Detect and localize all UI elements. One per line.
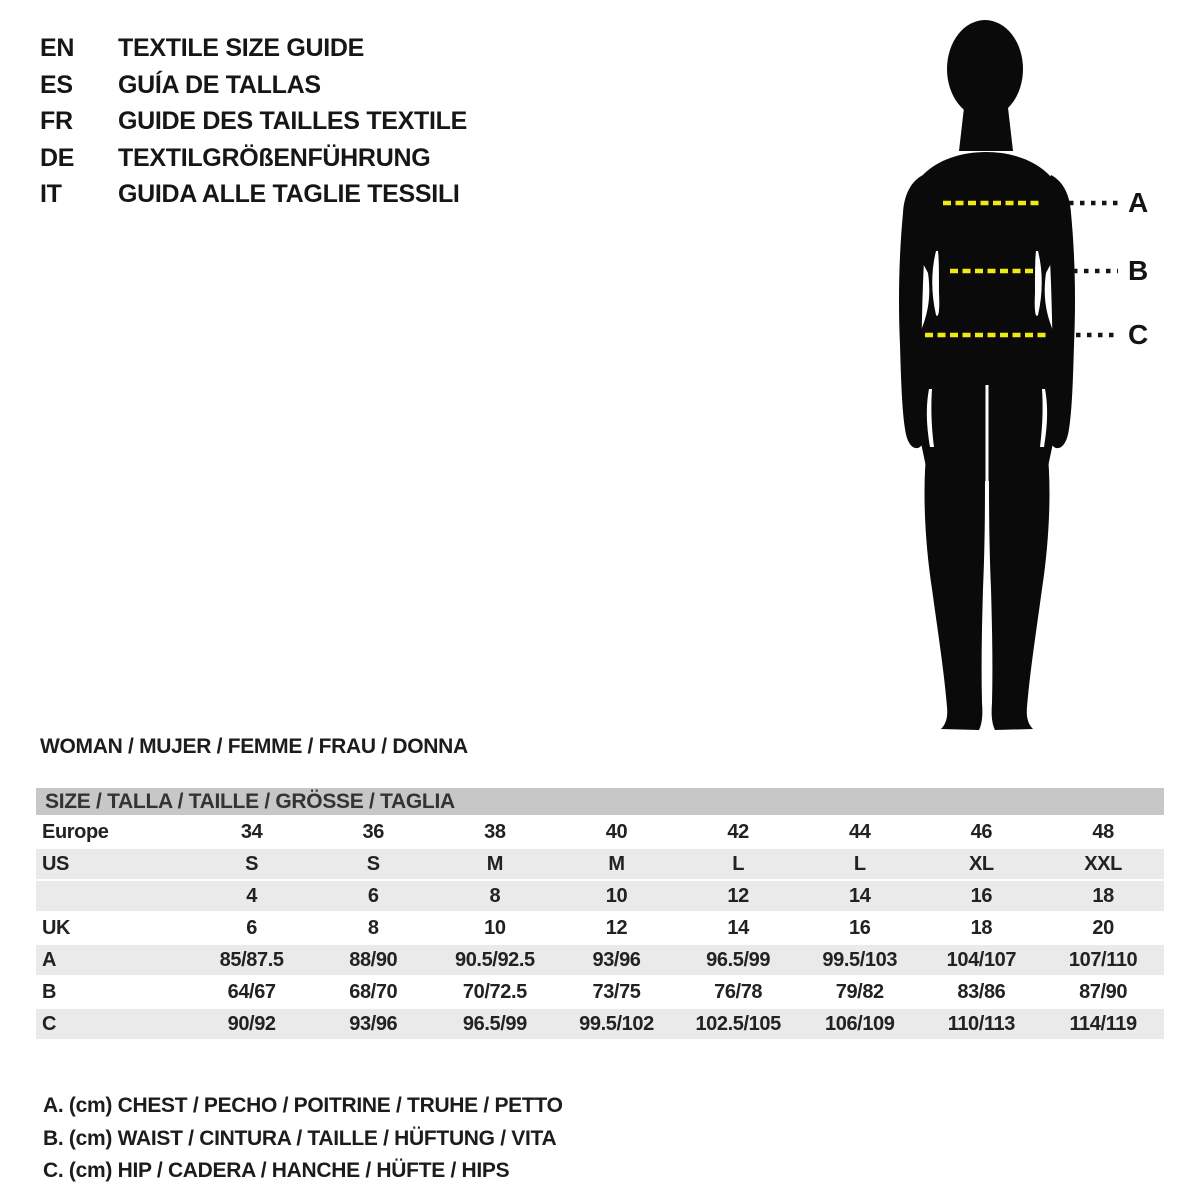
size-value: 99.5/103 <box>799 945 921 977</box>
language-code: EN <box>40 34 75 62</box>
size-value: 107/110 <box>1042 945 1164 977</box>
measurement-legend <box>43 1090 563 1188</box>
size-value: 76/78 <box>677 977 799 1009</box>
size-value: 48 <box>1042 817 1164 849</box>
measure-label-a: A <box>1128 187 1149 218</box>
size-value: 12 <box>556 913 678 945</box>
size-value: S <box>312 849 434 881</box>
language-list <box>40 30 467 213</box>
measure-label-c: C <box>1128 319 1149 350</box>
legend-hip: C. (cm) HIP / CADERA / HANCHE / HÜFTE / HIPS <box>43 1159 510 1182</box>
size-value: XXL <box>1042 849 1164 881</box>
language-code: IT <box>40 180 62 208</box>
size-value: 6 <box>191 913 313 945</box>
leader-lines <box>1069 203 1118 335</box>
row-label: UK <box>36 913 191 945</box>
table-row-chest <box>36 945 1164 977</box>
size-value: L <box>677 849 799 881</box>
size-value: 85/87.5 <box>191 945 313 977</box>
size-value: 90.5/92.5 <box>434 945 556 977</box>
language-title: GUIDA ALLE TAGLIE TESSILI <box>118 180 460 208</box>
size-value: 93/96 <box>312 1009 434 1041</box>
size-value: 114/119 <box>1042 1009 1164 1041</box>
language-row-fr <box>40 103 467 140</box>
row-label: US <box>36 849 191 881</box>
size-value: 102.5/105 <box>677 1009 799 1041</box>
woman-silhouette-icon <box>899 20 1075 730</box>
language-code: DE <box>40 143 75 172</box>
size-value: 16 <box>799 913 921 945</box>
size-value: 70/72.5 <box>434 977 556 1009</box>
row-label <box>36 881 191 913</box>
size-value: 18 <box>921 913 1043 945</box>
row-label: C <box>36 1009 191 1041</box>
size-value: 88/90 <box>312 945 434 977</box>
size-value: M <box>556 849 678 881</box>
language-title: TEXTILGRÖßENFÜHRUNG <box>118 143 431 172</box>
size-value: 8 <box>312 913 434 945</box>
size-value: 36 <box>312 817 434 849</box>
size-value: 42 <box>677 817 799 849</box>
size-value: 104/107 <box>921 945 1043 977</box>
size-value: 16 <box>921 881 1043 913</box>
language-code: FR <box>40 107 73 135</box>
size-value: 10 <box>556 881 678 913</box>
section-heading-woman: WOMAN / MUJER / FEMME / FRAU / DONNA <box>40 735 468 758</box>
language-title: TEXTILE SIZE GUIDE <box>118 34 365 62</box>
language-row-es <box>40 67 467 104</box>
size-value: M <box>434 849 556 881</box>
table-row-europe <box>36 817 1164 849</box>
size-value: 20 <box>1042 913 1164 945</box>
size-table-header: SIZE / TALLA / TAILLE / GRÖSSE / TAGLIA <box>36 788 1164 817</box>
size-value: 6 <box>312 881 434 913</box>
legend-chest: A. (cm) CHEST / PECHO / POITRINE / TRUHE / PETTO <box>43 1094 563 1117</box>
size-value: 90/92 <box>191 1009 313 1041</box>
table-row-us-numeric <box>36 881 1164 913</box>
table-row-hip <box>36 1009 1164 1041</box>
size-value: 96.5/99 <box>434 1009 556 1041</box>
legend-waist: B. (cm) WAIST / CINTURA / TAILLE / HÜFTUNG / VITA <box>43 1126 557 1150</box>
size-value: 46 <box>921 817 1043 849</box>
row-label: Europe <box>36 817 191 849</box>
measure-label-b: B <box>1128 255 1149 286</box>
language-row-it <box>40 176 467 213</box>
language-title: GUIDE DES TAILLES TEXTILE <box>118 107 468 135</box>
size-value: 83/86 <box>921 977 1043 1009</box>
size-value: 4 <box>191 881 313 913</box>
size-value: XL <box>921 849 1043 881</box>
language-title: GUÍA DE TALLAS <box>118 70 321 99</box>
table-row-us <box>36 849 1164 881</box>
size-value: 106/109 <box>799 1009 921 1041</box>
size-table-header-row <box>36 788 1164 817</box>
size-value: 34 <box>191 817 313 849</box>
language-code: ES <box>40 70 73 99</box>
size-value: 99.5/102 <box>556 1009 678 1041</box>
size-value: 40 <box>556 817 678 849</box>
size-value: 10 <box>434 913 556 945</box>
size-value: 73/75 <box>556 977 678 1009</box>
table-row-waist <box>36 977 1164 1009</box>
size-value: 18 <box>1042 881 1164 913</box>
size-value: S <box>191 849 313 881</box>
size-value: 87/90 <box>1042 977 1164 1009</box>
size-value: L <box>799 849 921 881</box>
size-value: 64/67 <box>191 977 313 1009</box>
size-value: 110/113 <box>921 1009 1043 1041</box>
size-value: 14 <box>677 913 799 945</box>
woman-figure <box>885 15 1165 735</box>
size-value: 8 <box>434 881 556 913</box>
size-value: 38 <box>434 817 556 849</box>
row-label: B <box>36 977 191 1009</box>
language-row-de <box>40 140 467 177</box>
size-value: 96.5/99 <box>677 945 799 977</box>
size-value: 79/82 <box>799 977 921 1009</box>
language-row-en <box>40 30 467 67</box>
size-table <box>36 788 1164 1041</box>
size-value: 68/70 <box>312 977 434 1009</box>
size-value: 44 <box>799 817 921 849</box>
table-row-uk <box>36 913 1164 945</box>
size-value: 12 <box>677 881 799 913</box>
row-label: A <box>36 945 191 977</box>
size-value: 93/96 <box>556 945 678 977</box>
size-value: 14 <box>799 881 921 913</box>
